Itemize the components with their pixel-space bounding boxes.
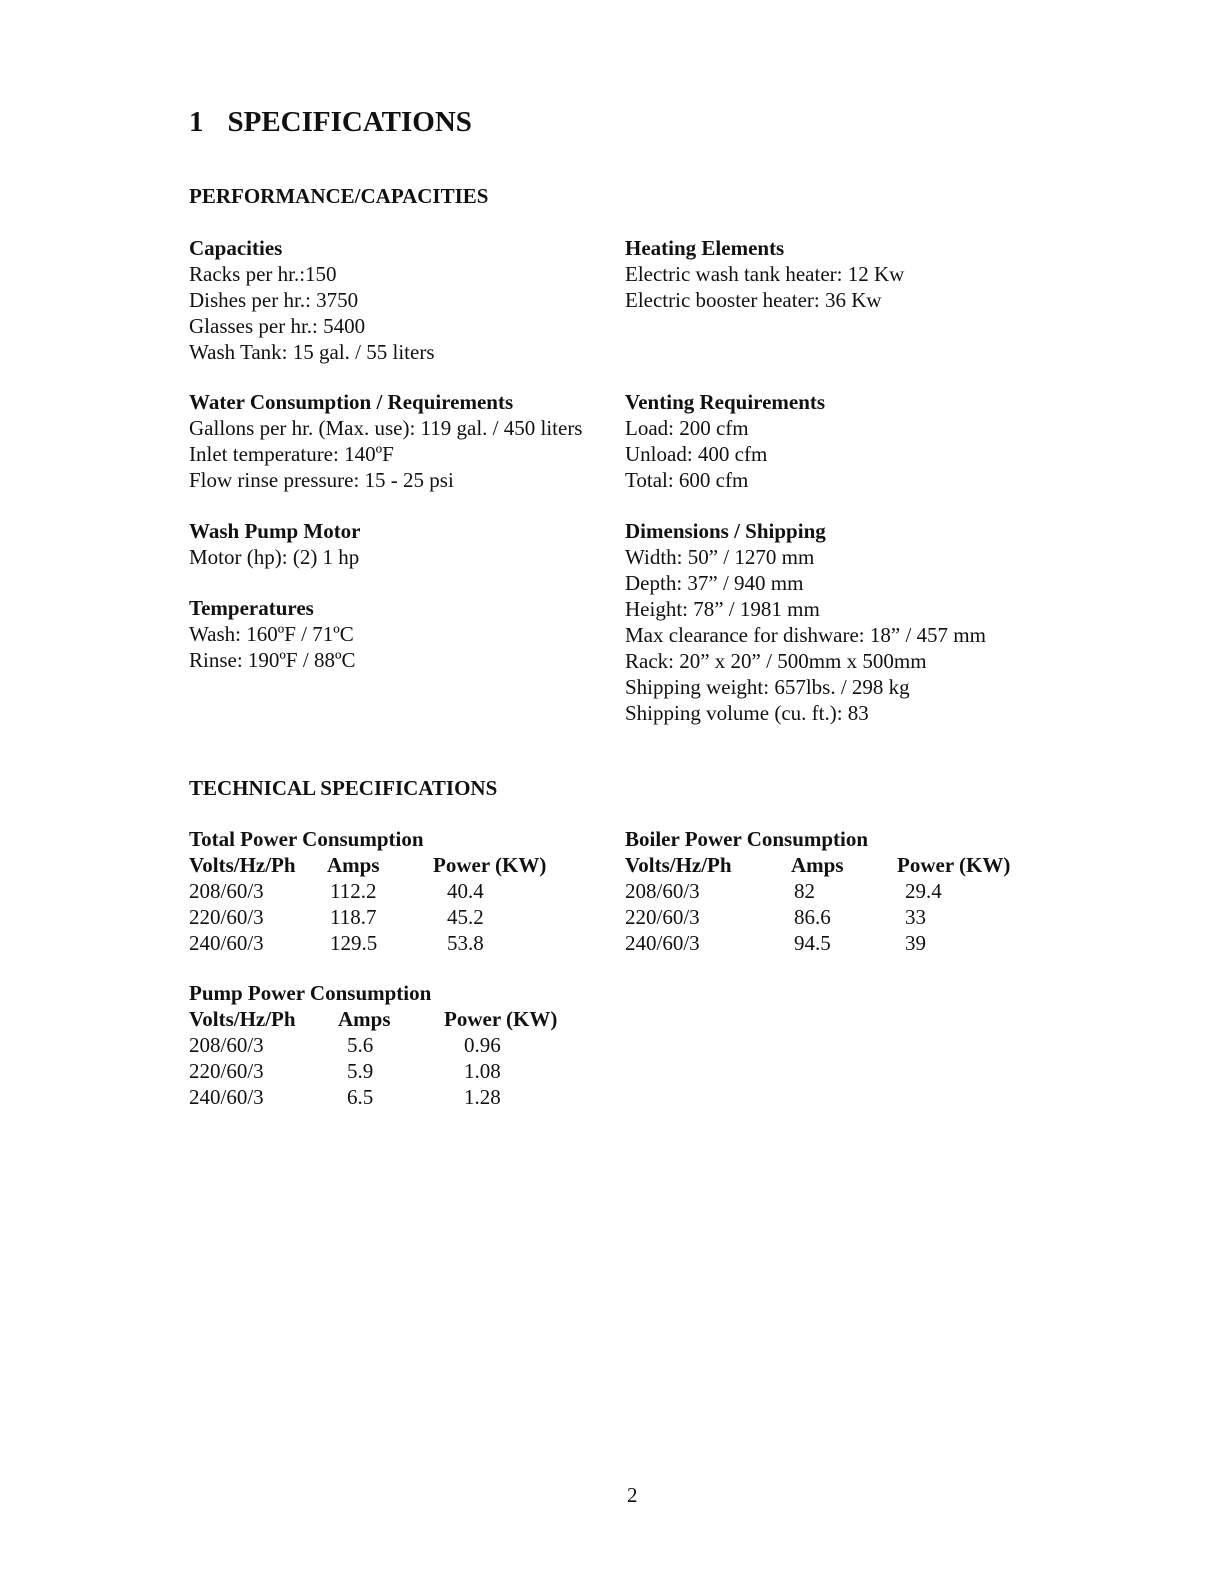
dimensions-heading: Dimensions / Shipping: [625, 519, 826, 543]
capacities-heading: Capacities: [189, 236, 283, 260]
heating-heading: Heating Elements: [625, 236, 785, 260]
wash-pump-block: [189, 518, 361, 570]
wash-pump-heading: Wash Pump Motor: [189, 519, 361, 543]
table-cell: 53.8: [447, 931, 484, 955]
capacities-line: Glasses per hr.: 5400: [189, 314, 366, 338]
table-cell: 220/60/3: [189, 1059, 264, 1083]
dimensions-line: Shipping volume (cu. ft.): 83: [625, 701, 869, 725]
column-header: Volts/Hz/Ph: [189, 853, 296, 877]
temperatures-heading: Temperatures: [189, 596, 314, 620]
dimensions-line: Width: 50” / 1270 mm: [625, 545, 815, 569]
table-cell: 208/60/3: [625, 879, 700, 903]
table-cell: 5.6: [347, 1033, 374, 1057]
table-cell: 129.5: [330, 931, 378, 955]
table-cell: 1.08: [464, 1059, 501, 1083]
temperatures-line: Rinse: 190ºF / 88ºC: [189, 648, 356, 672]
capacities-block: [189, 235, 435, 365]
water-line: Gallons per hr. (Max. use): 119 gal. / 450 liters: [189, 416, 583, 440]
table-cell: 240/60/3: [625, 931, 700, 955]
table-row: [625, 930, 1045, 956]
table-cell: 45.2: [447, 905, 484, 929]
table-cell: 240/60/3: [189, 931, 264, 955]
venting-line: Unload: 400 cfm: [625, 442, 768, 466]
dimensions-line: Shipping weight: 657lbs. / 298 kg: [625, 675, 910, 699]
table-row: [189, 930, 589, 956]
pump-power-table: [189, 980, 589, 1110]
heating-block: [625, 235, 904, 313]
table-cell: 0.96: [464, 1033, 501, 1057]
table-cell: 5.9: [347, 1059, 374, 1083]
venting-block: [625, 389, 825, 493]
dimensions-line: Height: 78” / 1981 mm: [625, 597, 820, 621]
dimensions-line: Max clearance for dishware: 18” / 457 mm: [625, 623, 986, 647]
table-cell: 208/60/3: [189, 1033, 264, 1057]
technical-heading: TECHNICAL SPECIFICATIONS: [189, 776, 498, 800]
column-header: Power (KW): [433, 853, 547, 877]
column-header: Volts/Hz/Ph: [625, 853, 732, 877]
water-heading: Water Consumption / Requirements: [189, 390, 514, 414]
table-row: [189, 904, 589, 930]
venting-line: Load: 200 cfm: [625, 416, 749, 440]
boiler-power-heading: Boiler Power Consumption: [625, 827, 869, 851]
table-row: [189, 1058, 589, 1084]
boiler-power-table: [625, 826, 1045, 956]
table-cell: 220/60/3: [189, 905, 264, 929]
table-cell: 33: [905, 905, 926, 929]
table-row: [189, 1084, 589, 1110]
table-header-row: [625, 852, 1045, 878]
total-power-table: [189, 826, 589, 956]
capacities-line: Racks per hr.:150: [189, 262, 337, 286]
column-header: Power (KW): [444, 1007, 558, 1031]
dimensions-block: [625, 518, 986, 726]
table-cell: 82: [794, 879, 815, 903]
dimensions-line: Rack: 20” x 20” / 500mm x 500mm: [625, 649, 927, 673]
column-header: Amps: [338, 1007, 391, 1031]
venting-heading: Venting Requirements: [625, 390, 826, 414]
heating-line: Electric booster heater: 36 Kw: [625, 288, 882, 312]
table-cell: 208/60/3: [189, 879, 264, 903]
table-row: [189, 1032, 589, 1058]
table-header-row: [189, 1006, 589, 1032]
page-title: [189, 106, 472, 139]
capacities-line: Wash Tank: 15 gal. / 55 liters: [189, 340, 435, 364]
temperatures-line: Wash: 160ºF / 71ºC: [189, 622, 354, 646]
table-cell: 6.5: [347, 1085, 374, 1109]
table-cell: 29.4: [905, 879, 942, 903]
table-cell: 40.4: [447, 879, 484, 903]
water-block: [189, 389, 582, 493]
column-header: Amps: [791, 853, 844, 877]
total-power-heading: Total Power Consumption: [189, 827, 424, 851]
table-cell: 1.28: [464, 1085, 501, 1109]
table-header-row: [189, 852, 589, 878]
water-line: Inlet temperature: 140ºF: [189, 442, 394, 466]
capacities-line: Dishes per hr.: 3750: [189, 288, 359, 312]
water-line: Flow rinse pressure: 15 - 25 psi: [189, 468, 454, 492]
section-number: 1: [189, 106, 204, 138]
table-row: [189, 878, 589, 904]
table-cell: 240/60/3: [189, 1085, 264, 1109]
section-title: SPECIFICATIONS: [227, 106, 472, 138]
table-row: [625, 904, 1045, 930]
dimensions-line: Depth: 37” / 940 mm: [625, 571, 804, 595]
page-number: 2: [627, 1483, 638, 1507]
table-cell: 220/60/3: [625, 905, 700, 929]
column-header: Power (KW): [897, 853, 1011, 877]
table-cell: 112.2: [330, 879, 377, 903]
table-cell: 118.7: [330, 905, 377, 929]
table-cell: 39: [905, 931, 926, 955]
performance-heading: PERFORMANCE/CAPACITIES: [189, 184, 489, 208]
table-cell: 86.6: [794, 905, 831, 929]
column-header: Amps: [327, 853, 380, 877]
table-row: [625, 878, 1045, 904]
temperatures-block: [189, 595, 355, 673]
heating-line: Electric wash tank heater: 12 Kw: [625, 262, 905, 286]
wash-pump-line: Motor (hp): (2) 1 hp: [189, 545, 360, 569]
column-header: Volts/Hz/Ph: [189, 1007, 296, 1031]
venting-line: Total: 600 cfm: [625, 468, 749, 492]
pump-power-heading: Pump Power Consumption: [189, 981, 432, 1005]
table-cell: 94.5: [794, 931, 831, 955]
